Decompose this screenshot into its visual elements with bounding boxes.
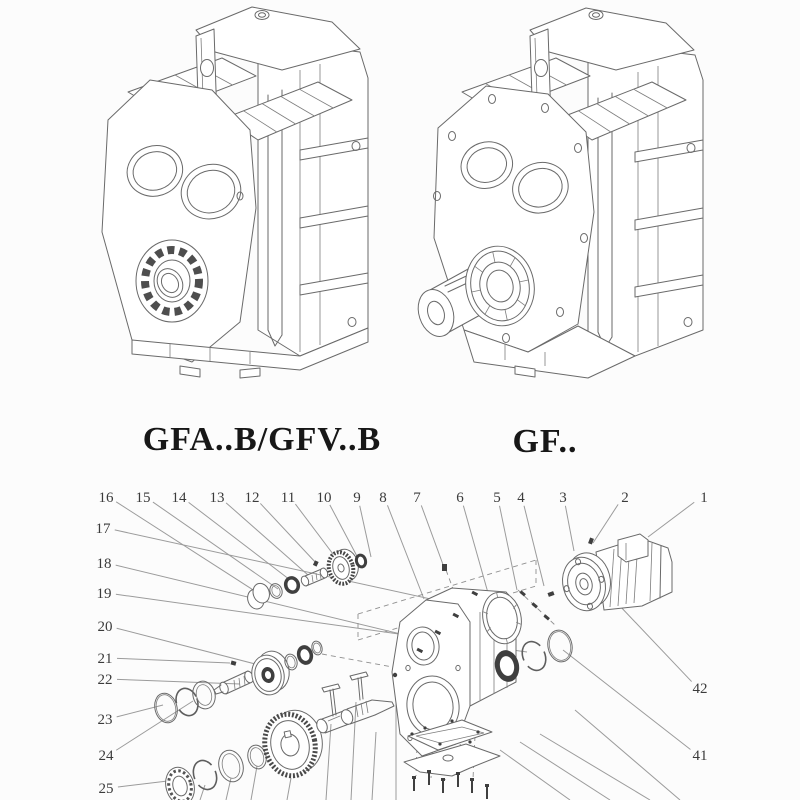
callout-4: 4	[517, 490, 525, 506]
callout-5: 5	[493, 490, 501, 506]
drawing-gfa-gfv	[102, 7, 368, 378]
truncated-leader-5	[326, 724, 331, 800]
key-pin-2	[350, 672, 368, 700]
callout-42: 42	[692, 681, 708, 697]
exploded-view	[96, 490, 708, 800]
callout-23: 23	[97, 712, 113, 728]
leader-line-12	[260, 503, 317, 564]
leader-line-21	[117, 658, 230, 663]
model-label-right: GF..	[512, 423, 578, 460]
callout-10: 10	[316, 490, 332, 506]
model-label-left: GFA..B/GFV..B	[142, 421, 382, 458]
callout-2: 2	[621, 490, 629, 506]
leader-line-14	[189, 502, 294, 583]
callout-18: 18	[96, 556, 112, 572]
leader-line-15	[153, 502, 278, 589]
callout-14: 14	[171, 490, 187, 506]
leader-line-6	[463, 506, 490, 600]
leader-line-42	[618, 604, 692, 682]
callout-11: 11	[280, 490, 296, 506]
leader-line-41	[563, 650, 690, 750]
callout-22: 22	[97, 672, 113, 688]
callout-24: 24	[98, 748, 114, 764]
callout-9: 9	[353, 490, 361, 506]
callout-12: 12	[244, 490, 260, 506]
leader-line-1	[648, 502, 694, 537]
leader-line-13	[226, 503, 308, 575]
callout-17: 17	[95, 521, 111, 537]
callout-3: 3	[559, 490, 567, 506]
callout-20: 20	[97, 619, 113, 635]
callout-13: 13	[209, 490, 225, 506]
truncated-leader-4	[287, 778, 291, 800]
snap-ring	[518, 638, 550, 674]
leader-line-4	[524, 506, 544, 586]
callout-6: 6	[456, 490, 464, 506]
leader-line-3	[565, 506, 574, 551]
truncated-leader-3	[251, 766, 257, 800]
callout-8: 8	[379, 490, 387, 506]
worm-shaft	[300, 567, 329, 587]
leader-line-7	[421, 505, 445, 570]
truncated-leader-10	[520, 742, 610, 800]
callout-7: 7	[413, 490, 421, 506]
drawing-gf	[412, 8, 703, 378]
callout-21: 21	[97, 651, 113, 667]
leader-line-5	[500, 506, 517, 590]
o-ring	[545, 628, 575, 664]
callout-15: 15	[135, 490, 151, 506]
leader-line-16	[116, 502, 261, 595]
oil-seal	[190, 679, 218, 712]
callout-19: 19	[96, 586, 112, 602]
callout-25: 25	[98, 781, 114, 797]
key-pin-1	[322, 684, 340, 716]
callout-41: 41	[692, 748, 708, 764]
leader-line-8	[387, 505, 424, 599]
leader-line-20	[117, 628, 263, 666]
truncated-leader-7	[372, 732, 376, 800]
leader-line-2	[593, 504, 618, 543]
callout-16: 16	[98, 490, 114, 506]
input-gear	[325, 546, 361, 586]
truncated-leader-9	[500, 750, 570, 800]
hollow-shaft-hub	[136, 240, 208, 322]
callout-1: 1	[700, 490, 708, 506]
leader-line-9	[360, 506, 371, 557]
pinion-shaft	[214, 670, 255, 695]
output-gear	[259, 705, 328, 780]
